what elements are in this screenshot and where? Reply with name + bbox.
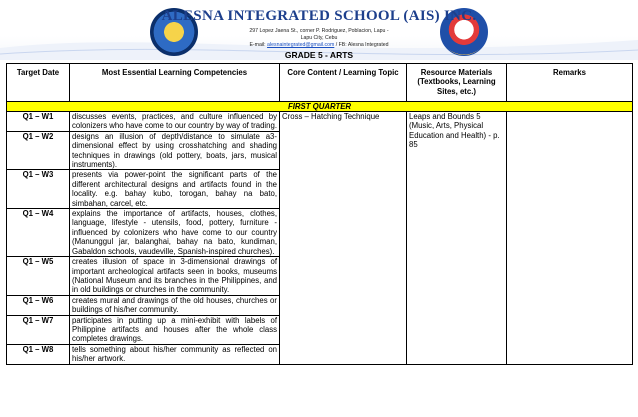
contact-line [0, 42, 638, 48]
week-cell: Q1 – W8 [7, 344, 70, 364]
address-line-1: 297 Lopez Jaena St., corner P. Rodriguez, Poblacion, Lapu - [249, 28, 389, 34]
quarter-label: FIRST QUARTER [7, 102, 633, 112]
melc-cell: creates illusion of space in 3-dimensional drawings of important archeological artifacts seen in books, museums (National Museum and its branches in the Philippines, and in old buildings or churches in the community. [70, 257, 280, 296]
quarter-band-row [7, 102, 633, 112]
document-title: GRADE 5 - ARTS [284, 50, 354, 60]
week-cell: Q1 – W2 [7, 131, 70, 170]
week-cell: Q1 – W7 [7, 315, 70, 344]
address-line-2: Lapu City, Cebu [300, 35, 338, 41]
core-content-cell: Cross – Hatching Technique [280, 112, 407, 365]
melc-cell: participates in putting up a mini-exhibit with labels of Philippine artifacts and houses after the whole class completes drawings. [70, 315, 280, 344]
email-link[interactable]: alesnaintegrated@gmail.com [267, 42, 335, 48]
week-cell: Q1 – W5 [7, 257, 70, 296]
header-resource-materials: Resource Materials (Textbooks, Learning Sites, etc.) [407, 64, 507, 102]
header-core-content: Core Content / Learning Topic [280, 64, 407, 102]
week-cell: Q1 – W1 [7, 112, 70, 132]
melc-cell: presents via power-point the significant parts of the different architectural designs and artifacts found in the locality. e.g. bahay kubo, torogan, bahay na bato, simbahan, carcel, etc. [70, 170, 280, 209]
week-cell: Q1 – W4 [7, 209, 70, 257]
melc-cell: tells something about his/her community as reflected on his/her artwork. [70, 344, 280, 364]
school-name: ALESNA INTEGRATED SCHOOL (AIS) INC. [161, 8, 477, 24]
facebook-label: / FB: Alesna Integrated [334, 42, 389, 48]
header-remarks: Remarks [507, 64, 633, 102]
melc-cell: explains the importance of artifacts, houses, clothes, language, lifestyle - utensils, food, pottery, furniture - influenced by colonizers who have come to our country (Manunggul jar, balanghai, bahay na bato, kundiman, Gabaldon schools, vaudeville, Spanish-inspired churches). [70, 209, 280, 257]
table-row [7, 112, 633, 132]
melc-cell: discusses events, practices, and culture influenced by colonizers who have come to our country by way of trading. [70, 112, 280, 132]
header-melc: Most Essential Learning Competencies [70, 64, 280, 102]
week-cell: Q1 – W3 [7, 170, 70, 209]
melc-cell: designs an illusion of depth/distance to simulate a3-dimensional effect by using crosshatching and shading techniques in drawings (old pottery, boats, jars, musical instruments). [70, 131, 280, 170]
resource-materials-cell: Leaps and Bounds 5 (Music, Arts, Physical Education and Health) - p. 85 [407, 112, 507, 365]
remarks-cell [507, 112, 633, 365]
header-target-date: Target Date [7, 64, 70, 102]
table-header-row [7, 64, 633, 102]
week-cell: Q1 – W6 [7, 295, 70, 315]
melc-cell: creates mural and drawings of the old houses, churches or buildings of his/her community. [70, 295, 280, 315]
melc-table [6, 63, 633, 365]
letterhead [0, 0, 638, 60]
email-prefix: E-mail: [249, 42, 268, 48]
